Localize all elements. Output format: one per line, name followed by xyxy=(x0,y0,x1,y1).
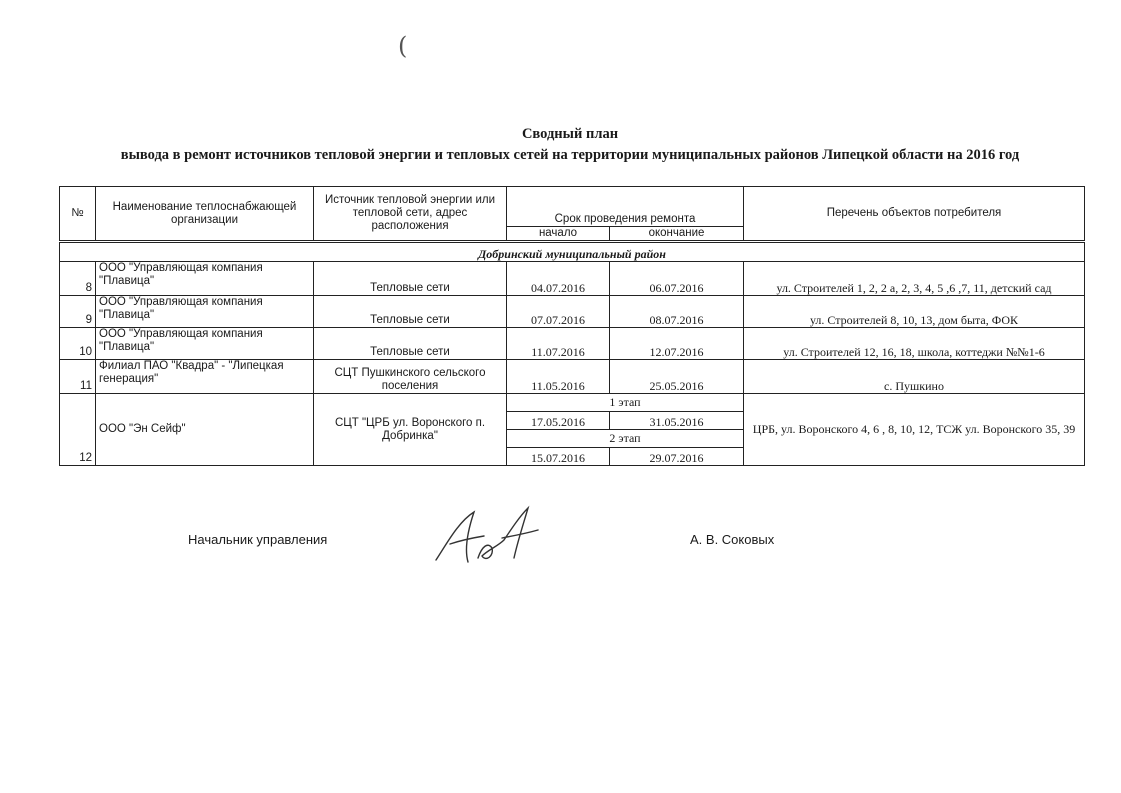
row-start: 04.07.2016 xyxy=(507,262,610,296)
row-num: 10 xyxy=(60,328,96,360)
table-row-12-stage1-label xyxy=(60,394,1085,412)
row-org: Филиал ПАО "Квадра" - "Липецкая генерация" xyxy=(96,360,314,394)
row-org: ООО "Эн Сейф" xyxy=(96,394,314,466)
row-source: Тепловые сети xyxy=(314,328,507,360)
row-consumers: ул. Строителей 8, 10, 13, дом быта, ФОК xyxy=(744,296,1085,328)
row-source: Тепловые сети xyxy=(314,262,507,296)
row-consumers: ул. Строителей 12, 16, 18, школа, коттеджи №№1-6 xyxy=(744,328,1085,360)
stage-2-end: 29.07.2016 xyxy=(610,448,744,466)
table-row xyxy=(60,262,1085,296)
header-end: окончание xyxy=(610,227,744,242)
stage-1-start: 17.05.2016 xyxy=(507,412,610,430)
row-consumers: ул. Строителей 1, 2, 2 а, 2, 3, 4, 5 ,6 ,7, 11, детский сад xyxy=(744,262,1085,296)
row-start: 11.07.2016 xyxy=(507,328,610,360)
row-source: Тепловые сети xyxy=(314,296,507,328)
stage-1-label: 1 этап xyxy=(507,394,744,412)
row-num: 12 xyxy=(60,394,96,466)
row-consumers: ЦРБ, ул. Воронского 4, 6 , 8, 10, 12, ТСЖ ул. Воронского 35, 39 xyxy=(744,394,1085,466)
header-consumers: Перечень объектов потребителя xyxy=(744,187,1085,242)
row-num: 9 xyxy=(60,296,96,328)
table-row xyxy=(60,328,1085,360)
region-row xyxy=(60,242,1085,262)
stage-2-start: 15.07.2016 xyxy=(507,448,610,466)
row-end: 06.07.2016 xyxy=(610,262,744,296)
document-title: Сводный план xyxy=(521,126,619,142)
header-num: № xyxy=(60,187,96,242)
row-end: 12.07.2016 xyxy=(610,328,744,360)
header-period: Срок проведения ремонта xyxy=(507,187,744,227)
row-consumers: с. Пушкино xyxy=(744,360,1085,394)
table-row xyxy=(60,296,1085,328)
row-end: 25.05.2016 xyxy=(610,360,744,394)
row-source: СЦТ "ЦРБ ул. Воронского п. Добринка" xyxy=(314,394,507,466)
header-source: Источник тепловой энергии или тепловой сети, адрес расположения xyxy=(314,187,507,242)
signer-position: Начальник управления xyxy=(188,532,328,547)
stage-1-end: 31.05.2016 xyxy=(610,412,744,430)
row-org: ООО "Управляющая компания "Плавица" xyxy=(96,296,314,328)
stage-2-label: 2 этап xyxy=(507,430,744,448)
signature-icon xyxy=(428,500,548,575)
header-start: начало xyxy=(507,227,610,242)
header-row xyxy=(60,187,1085,227)
region-title: Добринский муниципальный район xyxy=(60,242,1085,262)
table-row xyxy=(60,360,1085,394)
row-num: 8 xyxy=(60,262,96,296)
row-source: СЦТ Пушкинского сельского поселения xyxy=(314,360,507,394)
row-end: 08.07.2016 xyxy=(610,296,744,328)
header-org: Наименование теплоснабжающей организации xyxy=(96,187,314,242)
document-subtitle: вывода в ремонт источников тепловой энергии и тепловых сетей на территории муниципальных районов Липецкой области на 2016 год xyxy=(120,147,1020,163)
corner-mark: ( xyxy=(398,32,408,60)
row-org: ООО "Управляющая компания "Плавица" xyxy=(96,328,314,360)
repair-plan-table xyxy=(59,186,1085,466)
row-org: ООО "Управляющая компания "Плавица" xyxy=(96,262,314,296)
row-num: 11 xyxy=(60,360,96,394)
signer-name: А. В. Соковых xyxy=(690,532,775,547)
row-start: 07.07.2016 xyxy=(507,296,610,328)
row-start: 11.05.2016 xyxy=(507,360,610,394)
